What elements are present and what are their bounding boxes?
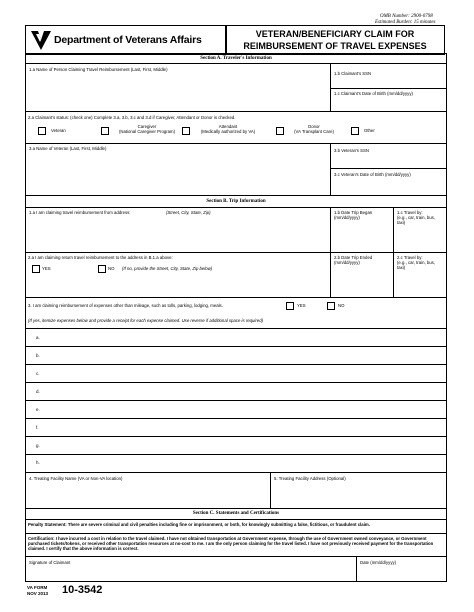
section-a-title: Section A. Traveler's Information [200,56,272,61]
expense-row-h[interactable] [26,455,446,471]
field-b1a-hint: (Street, City, State, Zip) [166,210,211,215]
expense-row-a-label: a. [36,335,40,340]
section-c-title: Section C. Statements and Certifications [192,511,280,516]
return-no-checkbox[interactable] [98,265,106,273]
status-caregiver-label: Caregiver (National Caregiver Program) [118,124,176,134]
status-attendant-label: Attendant (Medically authorized by VA) [200,124,256,134]
signature-label: Signature of Claimant [29,560,71,565]
agency-name: Department of Veterans Affairs [54,34,202,46]
omb-burden: Estimated Burden: 15 minutes [375,20,436,25]
field-3c-veteran-dob[interactable] [331,169,445,194]
field-5-facility-address[interactable] [271,473,445,507]
field-3b-veteran-ssn[interactable] [331,144,445,168]
field-5-label: 5. Treating Facility Address (Optional) [274,476,346,481]
field-3a-veteran-name[interactable] [26,144,329,194]
expenses-yes-label: YES [297,303,306,308]
field-b2c-label: 2.c Travel by: (e.g., car, train, bus, taxi) [397,255,435,270]
field-4-facility-name[interactable] [26,473,269,507]
field-b2a-label: 2.a I am claiming return travel reimbursement to the address in B.1.a above: [28,255,173,260]
field-b2c-travel-by[interactable] [394,253,445,297]
status-attendant-checkbox[interactable] [182,127,190,135]
field-1b-label: 1.b Claimant's SSN [334,71,372,76]
status-veteran-checkbox[interactable] [38,127,46,135]
expense-row-e[interactable] [26,401,446,419]
form-title [225,25,445,55]
status-veteran-label: Veteran [51,128,66,133]
status-other-checkbox[interactable] [351,127,359,135]
footer-form-number: 10-3542 [62,584,103,596]
expense-row-g[interactable] [26,437,446,455]
expense-row-c[interactable] [26,365,446,383]
omb-number: OMB Number: 2900-0798 [380,14,433,19]
section-b-title: Section B. Trip Information [206,199,266,204]
form-title-line-2: REIMBURSEMENT OF TRAVEL EXPENSES [243,41,427,51]
return-no-hint: (If no, provide the Street, City, State, Zip below) [122,266,213,271]
penalty-statement: Penalty Statement: There are severe criminal and civil penalties including fine or imprisonment, or both, for knowingly submitting a false, fictitious, or fraudulent claim. [28,522,370,527]
field-b1c-label: 1.c Travel by: (e.g., car, train, bus, taxi) [397,210,435,225]
field-1c-label: 1.c Claimant's Date of Birth (mm/dd/yyyy) [334,91,413,96]
field-3b-label: 3.b Veteran's SSN [334,148,369,153]
expense-row-g-label: g. [36,443,40,448]
expenses-no-label: NO [338,303,345,308]
status-donor-checkbox[interactable] [276,127,284,135]
expense-row-d[interactable] [26,383,446,401]
field-b1b-label: 1.b Date Trip Began (mm/dd/yyyy) [334,210,373,220]
date-field[interactable] [357,557,445,580]
expense-row-b-label: b. [36,353,40,358]
form-title-line-1: VETERAN/BENEFICIARY CLAIM FOR [255,29,415,39]
status-other-label: Other [364,128,375,133]
field-3a-label: 3.a Name of Veteran (Last, First, Middle) [29,146,107,151]
return-yes-label: YES [42,266,51,271]
status-caregiver-checkbox[interactable] [101,127,109,135]
footer-form-label: VA FORM [27,585,48,590]
field-b1a-label: 1.a I am claiming travel reimbursement from address: [29,210,131,215]
va-seal-icon [29,29,53,51]
field-b2b-label: 2.b Date Trip Ended (mm/dd/yyyy) [334,255,373,265]
expense-row-d-label: d. [36,389,40,394]
expense-row-a[interactable] [26,329,446,347]
date-label: Date (mm/dd/yyyy) [360,560,397,565]
field-b1a-from-address[interactable] [26,208,329,252]
field-3c-label: 3.c Veteran's Date of Birth (mm/dd/yyyy) [334,172,411,177]
signature-field[interactable] [26,557,355,580]
field-1a-name[interactable] [26,64,329,110]
field-1b-ssn[interactable] [331,64,445,88]
agency-header [25,25,227,55]
return-no-label: NO [108,266,115,271]
expense-row-b[interactable] [26,347,446,365]
field-2a-label: 2.a Claimant's status: (check one) Complete 3.a, 3.b, 3.c and 3.d if Caregiver, Attendant or Donor is checked. [28,115,236,120]
field-b1c-travel-by[interactable] [394,208,445,252]
question-3-note: (If yes, itemize expenses below and provide a receipt for each expense claimed. Use reverse if additional space is required) [28,318,264,323]
expense-row-e-label: e. [36,407,40,412]
return-yes-checkbox[interactable] [32,265,40,273]
expense-row-f-label: f. [36,425,39,430]
field-b1b-date-began[interactable] [331,208,393,252]
field-4-label: 4. Treating Facility Name (VA or Non-VA location) [29,476,123,481]
certification-statement: Certification: I have incurred a cost in relation to the travel claimed. I have not obtained transportation at Government expense, through the use of Government owned conveyance, or Government purchased tickets/tokens, or received other transportation resources at no-cost to me. I am the only person claiming for the travel listed. I have not previously received payment for the transportation claimed. I certify that the above information is correct. [28,536,434,551]
question-3-label: 3. I am claiming reimbursement of expenses other than mileage, such as tolls, parking, lodging, meals. [28,303,223,308]
expense-row-f[interactable] [26,419,446,437]
expenses-yes-checkbox[interactable] [286,302,294,310]
field-1c-dob[interactable] [331,89,445,111]
status-donor-label: Donor (VA Transplant Care) [294,124,334,134]
expenses-no-checkbox[interactable] [327,302,335,310]
expense-row-c-label: c. [36,371,40,376]
field-1a-label: 1.a Name of Person Claiming Travel Reimbursement (Last, First, Middle) [29,67,168,72]
field-b2b-date-ended[interactable] [331,253,393,297]
footer-date: NOV 2013 [27,591,49,596]
expense-row-h-label: h. [36,460,40,465]
